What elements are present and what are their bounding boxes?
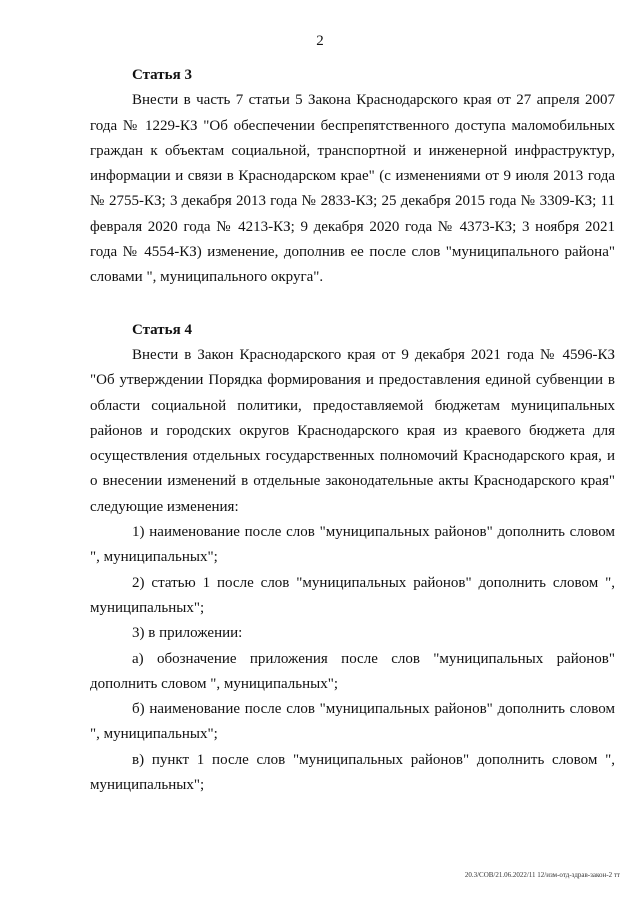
article-4-heading: Статья 4 <box>132 321 192 338</box>
article-4-intro: Внести в Закон Краснодарского края от 9 декабря 2021 года № 4596-КЗ "Об утверждении Порядка формирования и предоставления единой субвенции в области социальной политики, предоставляемой бюджетам муниципальных районов и городских округов Краснодарского края из краевого бюджета для осуществления отдельных государственных полномочий Краснодарского края, и о внесении изменений в отдельные законодательные акты Краснодарского края" следующие изменения: <box>90 346 615 515</box>
document-footer-code: 20.3/СОВ/21.06.2022/11 12/изм-отд-здрав-закон-2 тт <box>464 871 620 879</box>
article-4-item-3a: а) обозначение приложения после слов "муниципальных районов" дополнить словом ", муниципальных"; <box>90 650 615 692</box>
article-4-item-2: 2) статью 1 после слов "муниципальных районов" дополнить словом ", муниципальных"; <box>90 574 615 616</box>
article-4-item-3c: в) пункт 1 после слов "муниципальных районов" дополнить словом ", муниципальных"; <box>90 751 615 794</box>
article-4-item-3b: б) наименование после слов "муниципальных районов" дополнить словом ", муниципальных"; <box>90 701 615 743</box>
article-3-text: Внести в часть 7 статьи 5 Закона Краснодарского края от 27 апреля 2007 года № 1229-КЗ "Об обеспечении беспрепятственного доступа маломобильных граждан к объектам социальной, транспортной и инженерной инфраструктур, информации и связи в Краснодарском крае" (с изменениями от 9 июля 2013 года № 2755-КЗ; 3 декабря 2013 года № 2833-КЗ; 25 декабря 2015 года № 3309-КЗ; 11 февраля 2020 года № 4213-КЗ; 9 декабря 2020 года № 4373-КЗ; 3 ноября 2021 года № 4554-КЗ) изменение, дополнив ее после слов "муниципального района" словами ", муниципального округа". <box>90 92 615 286</box>
article-4-item-1: 1) наименование после слов "муниципальных районов" дополнить словом ", муниципальных"; <box>90 524 615 566</box>
article-3-heading: Статья 3 <box>132 67 192 83</box>
section-gap <box>90 291 615 318</box>
document-body <box>90 63 615 798</box>
page-number: 2 <box>316 33 324 49</box>
article-4-item-3: 3) в приложении: <box>132 625 243 642</box>
